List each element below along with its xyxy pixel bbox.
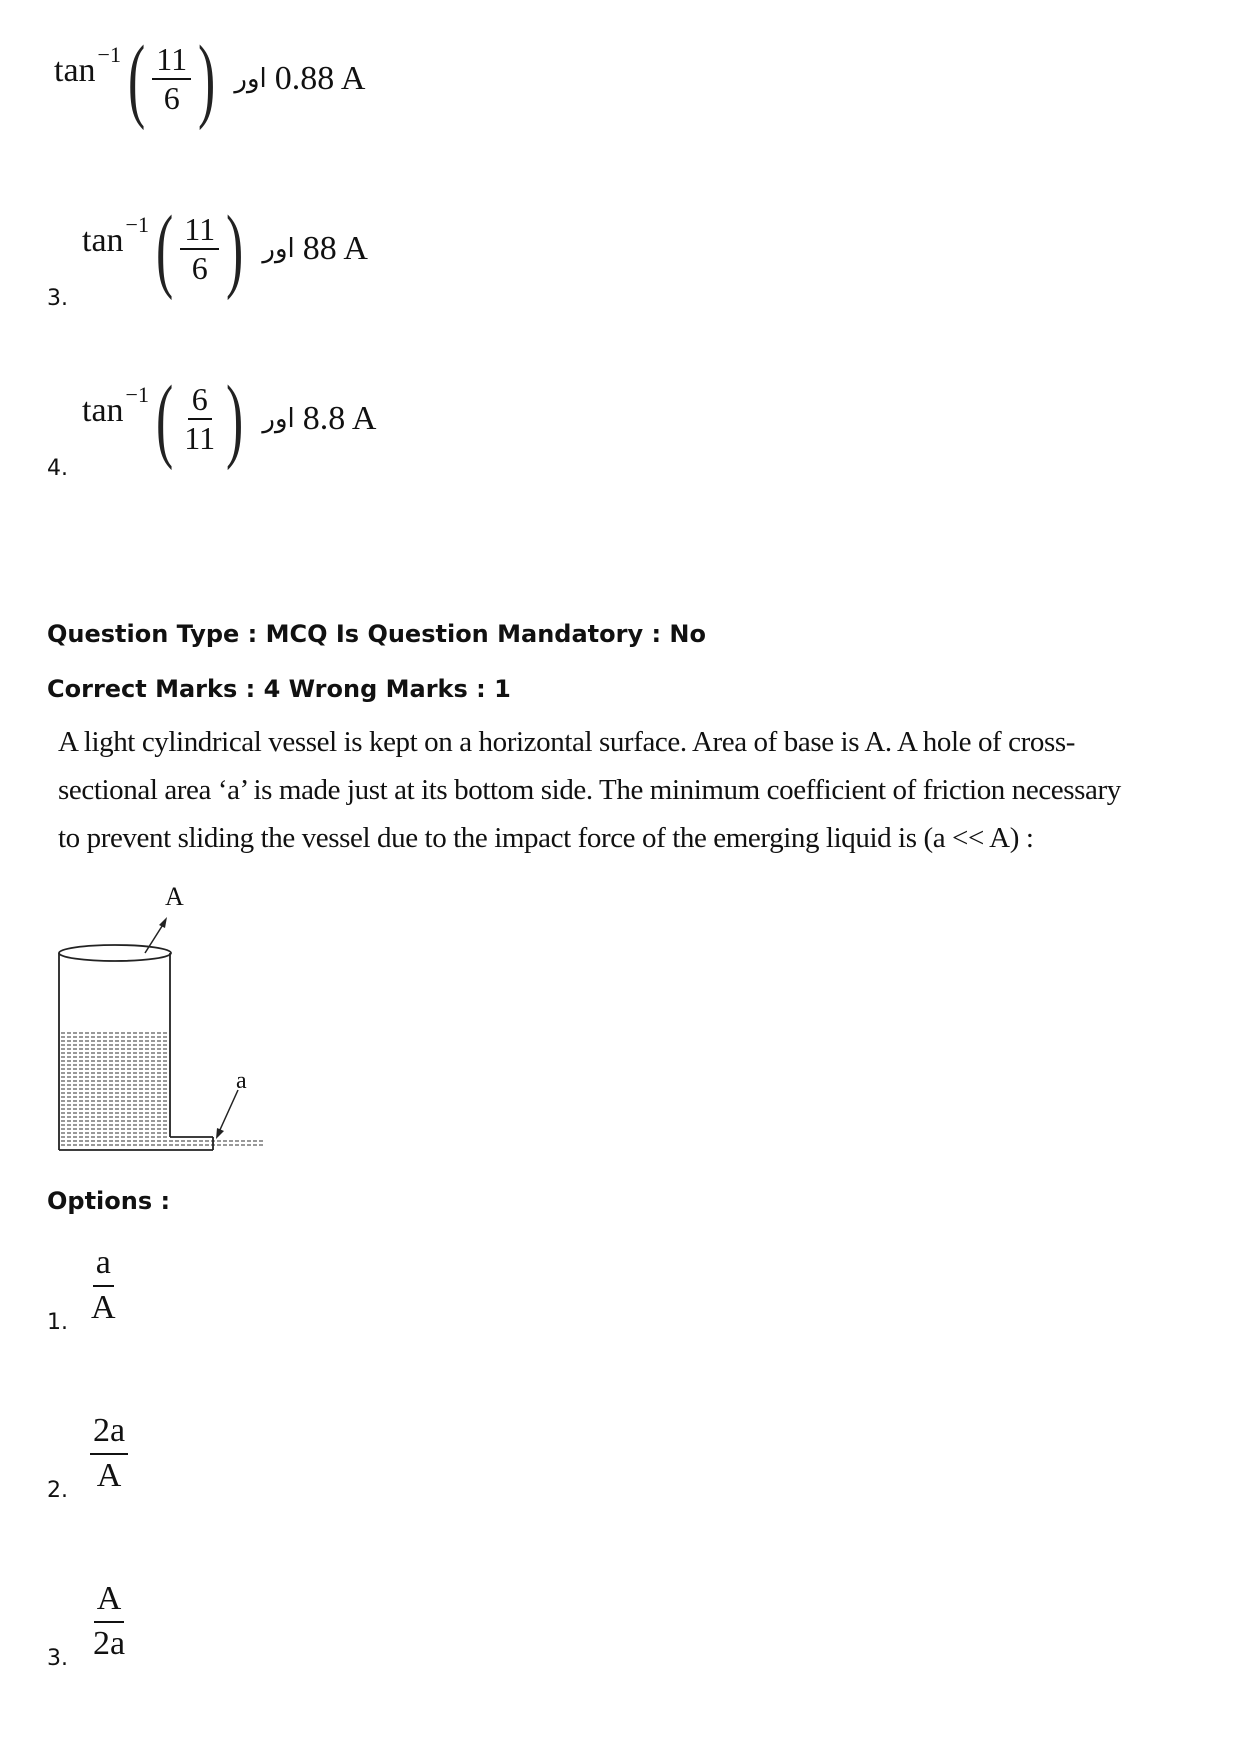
right-paren: ) bbox=[226, 367, 244, 471]
left-paren: ( bbox=[128, 27, 146, 131]
denominator: 2a bbox=[93, 1624, 126, 1662]
connector-text: اور bbox=[262, 234, 295, 264]
prev-option-2 bbox=[54, 27, 366, 131]
option-2-fraction[interactable] bbox=[90, 1410, 128, 1497]
left-paren: ( bbox=[156, 367, 174, 471]
fraction bbox=[180, 211, 219, 287]
denominator: A bbox=[96, 1456, 122, 1494]
option-number: 3. bbox=[47, 1646, 68, 1671]
option-value: 0.88 A bbox=[274, 60, 366, 97]
option-number: 2. bbox=[47, 1478, 68, 1503]
prev-option-number: 4. bbox=[47, 456, 68, 481]
liquid-fill bbox=[61, 1030, 168, 1148]
prev-option-4 bbox=[82, 367, 377, 471]
question-type-line: Question Type : MCQ Is Question Mandatory : No bbox=[47, 620, 706, 648]
power: −1 bbox=[125, 382, 149, 407]
label-area-A: A bbox=[165, 882, 184, 911]
numerator: 6 bbox=[188, 381, 212, 420]
numerator: 11 bbox=[180, 211, 219, 250]
denominator: 6 bbox=[191, 250, 208, 286]
question-line: A light cylindrical vessel is kept on a horizontal surface. Area of base is A. A hole of cross- bbox=[58, 726, 1076, 758]
denominator: 11 bbox=[184, 420, 216, 456]
connector-text: اور bbox=[262, 404, 295, 434]
power: −1 bbox=[125, 212, 149, 237]
right-paren: ) bbox=[226, 197, 244, 301]
arrowhead-top bbox=[159, 917, 167, 928]
option-number: 1. bbox=[47, 1310, 68, 1335]
function-name: tan bbox=[82, 392, 124, 429]
option-value: 8.8 A bbox=[302, 400, 377, 437]
function-name: tan bbox=[54, 52, 96, 89]
function-name: tan bbox=[82, 222, 124, 259]
left-paren: ( bbox=[156, 197, 174, 301]
connector-text: اور bbox=[234, 64, 267, 94]
outlet-liquid bbox=[168, 1139, 265, 1148]
numerator: a bbox=[93, 1242, 114, 1287]
option-1-fraction[interactable] bbox=[88, 1242, 119, 1329]
option-value: 88 A bbox=[302, 230, 368, 267]
marks-line: Correct Marks : 4 Wrong Marks : 1 bbox=[47, 675, 511, 703]
numerator: 11 bbox=[152, 41, 191, 80]
question-line: sectional area ‘a’ is made just at its bottom side. The minimum coefficient of friction necessary bbox=[58, 774, 1121, 806]
options-label: Options : bbox=[47, 1187, 171, 1215]
right-paren: ) bbox=[198, 27, 216, 131]
option-3-fraction[interactable] bbox=[90, 1578, 128, 1665]
fraction bbox=[152, 41, 191, 117]
power: −1 bbox=[97, 42, 121, 67]
vessel-top-rim bbox=[59, 945, 171, 961]
denominator: A bbox=[91, 1288, 116, 1326]
numerator: 2a bbox=[90, 1410, 128, 1455]
numerator: A bbox=[94, 1578, 125, 1623]
prev-option-3 bbox=[82, 197, 368, 301]
vessel-diagram bbox=[55, 875, 265, 1165]
denominator: 6 bbox=[163, 80, 180, 116]
arrow-to-hole bbox=[219, 1090, 238, 1132]
question-line: to prevent sliding the vessel due to the impact force of the emerging liquid is (a << A) : bbox=[58, 822, 1034, 854]
fraction bbox=[180, 381, 219, 457]
question-text bbox=[58, 718, 1178, 862]
label-hole-a: a bbox=[236, 1068, 247, 1094]
arrowhead-hole bbox=[216, 1128, 224, 1139]
prev-option-number: 3. bbox=[47, 286, 68, 311]
